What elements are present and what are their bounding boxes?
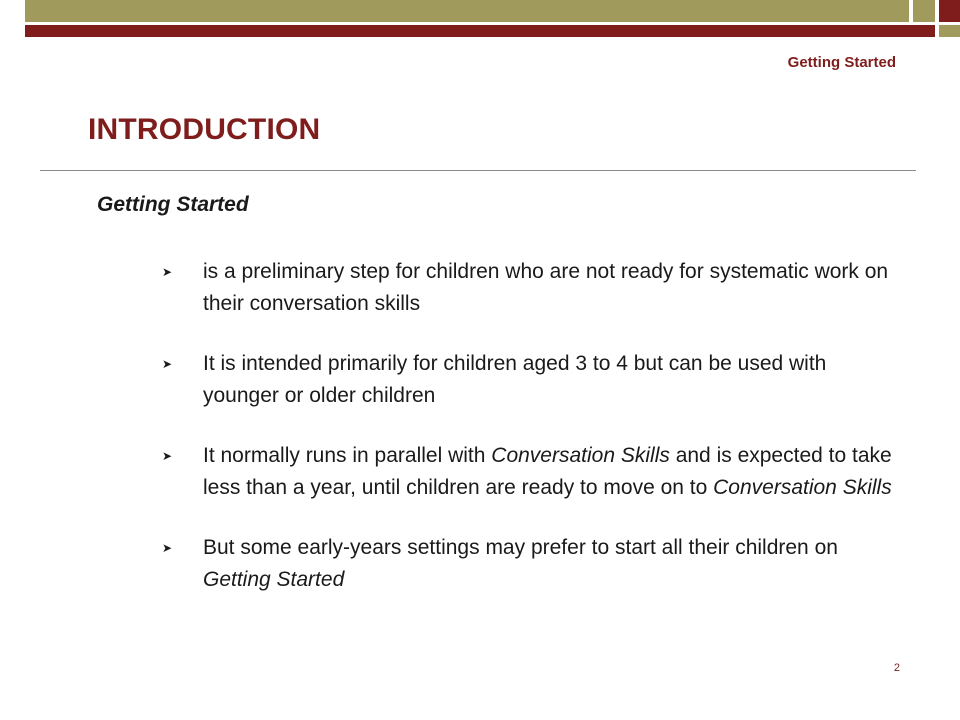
bullet-text-emphasis: Conversation Skills	[713, 476, 892, 499]
arrowhead-bullet-icon: ➤	[162, 449, 173, 463]
bullet-item	[162, 256, 902, 320]
top-band-square-red	[939, 0, 960, 22]
bullet-text: It normally runs in parallel with	[203, 444, 492, 467]
bullet-text: is a preliminary step for children who are not ready for systematic work on their conversation skills	[203, 260, 889, 315]
arrowhead-bullet-icon: ➤	[162, 541, 173, 555]
bullet-text: and is expected to take less than a year, until children are ready to move on to	[203, 444, 892, 499]
page-number: 2	[893, 662, 900, 674]
top-band-square-olive	[913, 0, 935, 22]
header-section-label: Getting Started	[787, 54, 896, 71]
bullet-item	[162, 532, 902, 596]
bullet-item	[162, 348, 902, 412]
bullet-item	[162, 440, 902, 504]
bullet-text-emphasis: Conversation Skills	[491, 444, 670, 467]
slide-subtitle: Getting Started	[97, 193, 249, 216]
bullet-list	[162, 256, 902, 596]
slide-title: INTRODUCTION	[88, 113, 321, 146]
title-divider	[40, 170, 916, 171]
bullet-text-emphasis: Getting Started	[203, 568, 345, 591]
top-band-red	[25, 25, 935, 37]
bullet-text: But some early-years settings may prefer to start all their children on	[203, 536, 838, 559]
bullet-text: It is intended primarily for children aged 3 to 4 but can be used with younger or older children	[203, 352, 827, 407]
top-band-olive	[25, 0, 909, 22]
arrowhead-bullet-icon: ➤	[162, 265, 173, 279]
top-band-square-olive-lower	[939, 25, 960, 37]
arrowhead-bullet-icon: ➤	[162, 357, 173, 371]
